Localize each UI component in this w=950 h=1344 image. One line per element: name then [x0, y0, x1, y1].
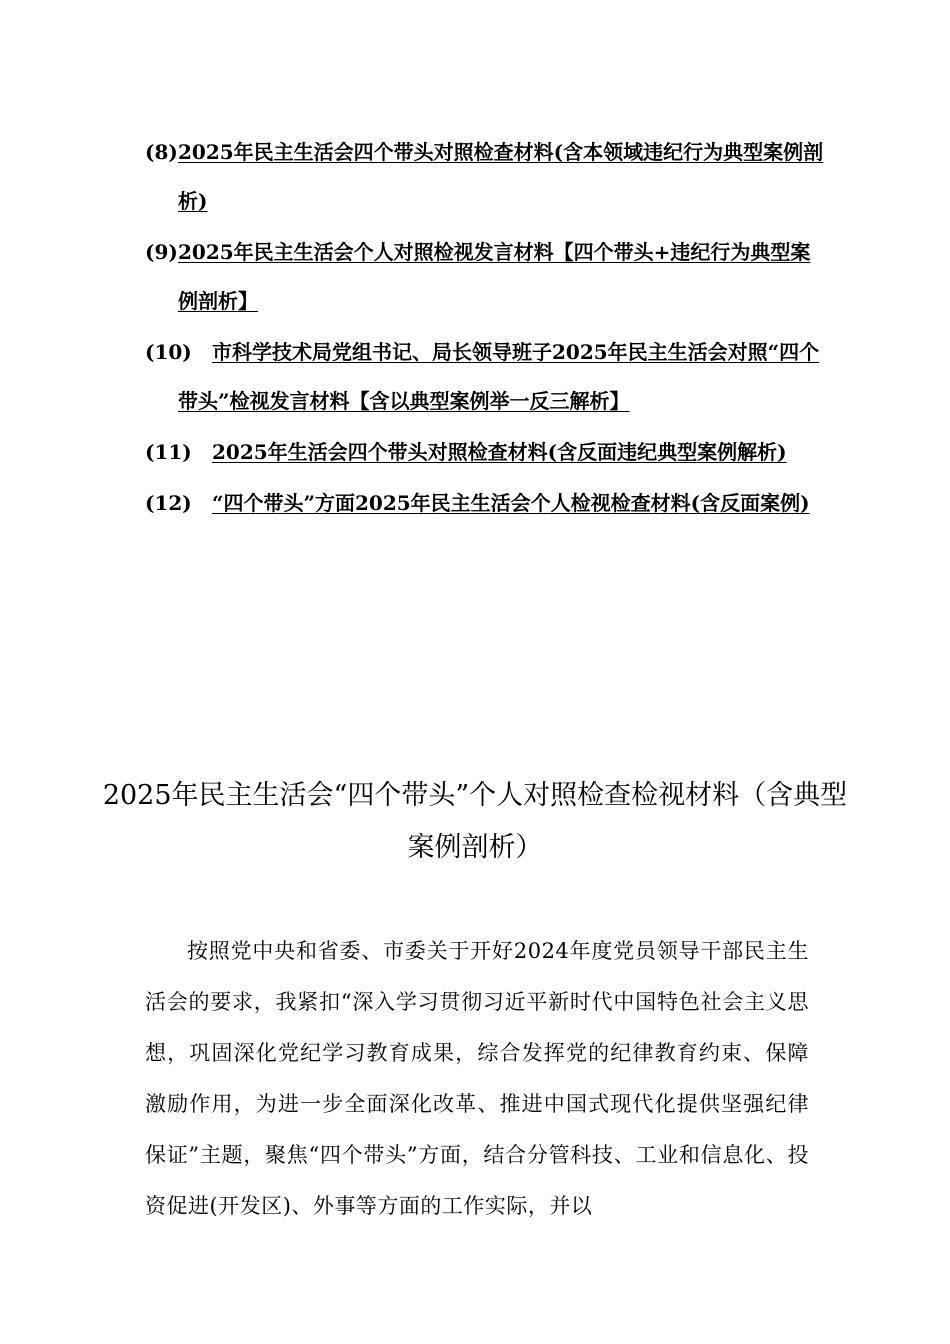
- toc-item: [145, 479, 825, 528]
- toc-item-link[interactable]: 2025年民主生活会个人对照检视发言材料【四个带头+违纪行为典型案例剖析】: [178, 240, 811, 313]
- toc-item-number: (10): [145, 340, 192, 364]
- toc-item: [145, 128, 825, 226]
- toc-item-link[interactable]: “四个带头”方面2025年民主生活会个人检视检查材料(含反面案例): [212, 491, 810, 515]
- toc-item: [145, 428, 825, 477]
- table-of-contents: [145, 128, 825, 530]
- toc-item-number: (9): [145, 240, 178, 264]
- toc-item: [145, 228, 825, 326]
- toc-item-number: (8): [145, 140, 178, 164]
- document-title: 2025年民主生活会“四个带头”个人对照检查检视材料（含典型案例剖析）: [102, 780, 848, 863]
- toc-item-link[interactable]: 2025年民主生活会四个带头对照检查材料(含本领域违纪行为典型案例剖析): [178, 140, 824, 213]
- body-paragraph: 按照党中央和省委、市委关于开好2024年度党员领导干部民主生活会的要求，我紧扣“深入学习贯彻习近平新时代中国特色社会主义思想，巩固深化党纪学习教育成果，综合发挥党的纪律教育约束、保障激励作用，为进一步全面深化改革、推进中国式现代化提供坚强纪律保证”主题，聚焦“四个带头”方面，结合分管科技、工业和信息化、投资促进(开发区)、外事等方面的工作实际，并以: [145, 939, 809, 1218]
- toc-item-number: (11): [145, 440, 192, 464]
- toc-item-number: (12): [145, 491, 192, 515]
- toc-item-link[interactable]: 2025年生活会四个带头对照检查材料(含反面违纪典型案例解析): [212, 440, 787, 464]
- toc-item-link[interactable]: 市科学技术局党组书记、局长领导班子2025年民主生活会对照“四个带头”检视发言材料【含以典型案例举一反三解析】: [178, 340, 820, 413]
- toc-item: [145, 328, 825, 426]
